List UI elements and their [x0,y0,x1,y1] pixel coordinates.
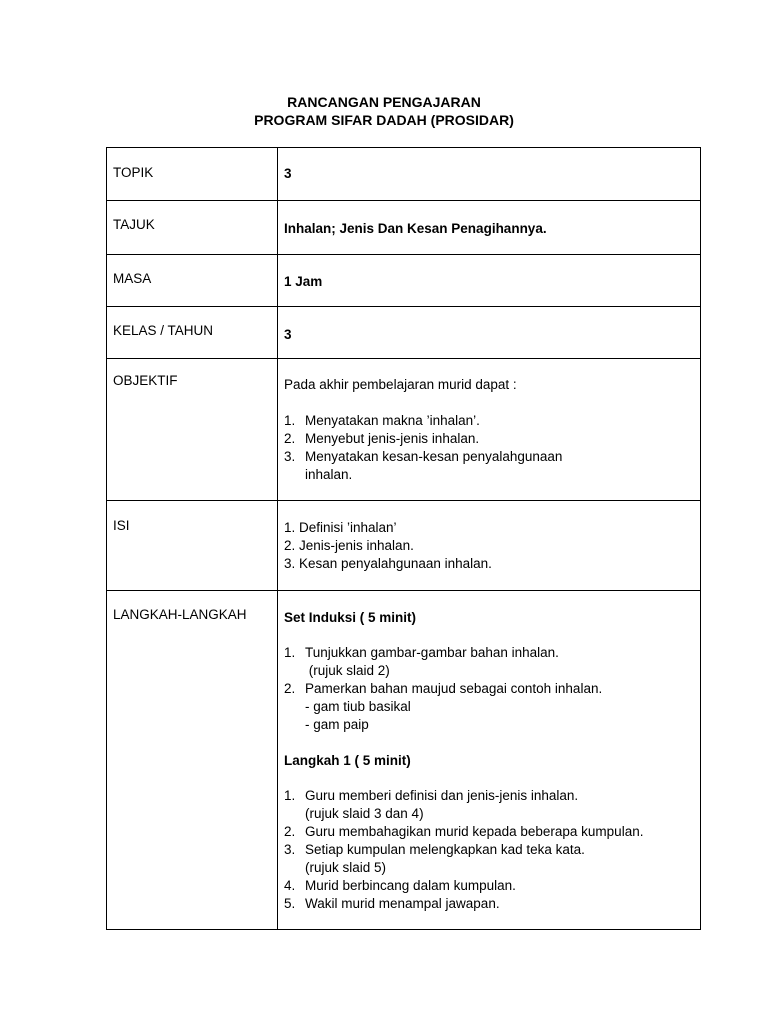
label-langkah-langkah: LANGKAH-LANGKAH [113,607,247,622]
list-item: 2. Menyebut jenis-jenis inhalan. [284,431,480,446]
list-item: 1. Definisi ’inhalan’ [284,520,397,535]
langkah-1-list [284,787,696,913]
column-divider [277,147,278,930]
list-item-continuation: inhalan. [305,467,353,482]
objektif-intro: Pada akhir pembelajaran murid dapat : [284,377,517,392]
list-item-continuation: (rujuk slaid 5) [305,860,387,875]
label-isi: ISI [113,518,130,533]
objektif-list [284,412,694,484]
list-item: 1. Tunjukkan gambar-gambar bahan inhalan. [284,645,559,660]
list-item-continuation: - gam paip [305,717,369,732]
list-item: 3. Setiap kumpulan melengkapkan kad teka kata. [284,842,585,857]
set-induksi-heading: Set Induksi ( 5 minit) [284,610,417,625]
list-item-continuation: (rujuk slaid 3 dan 4) [305,806,424,821]
document-title: RANCANGAN PENGAJARAN [287,94,481,110]
list-item: 2. Guru membahagikan murid kepada beberapa kumpulan. [284,824,644,839]
value-topik: 3 [284,166,292,181]
label-objektif: OBJEKTIF [113,373,178,388]
list-item: 3. Kesan penyalahgunaan inhalan. [284,556,492,571]
label-tajuk: TAJUK [113,217,155,232]
label-masa: MASA [113,271,152,286]
isi-list [284,519,694,573]
list-item: 5. Wakil murid menampal jawapan. [284,896,500,911]
value-tajuk: Inhalan; Jenis Dan Kesan Penagihannya. [284,221,547,236]
table-border-bottom [106,929,701,930]
row-divider [106,590,701,591]
label-kelas-tahun: KELAS / TAHUN [113,323,214,338]
list-item: 2. Pamerkan bahan maujud sebagai contoh inhalan. [284,681,603,696]
value-masa: 1 Jam [284,274,323,289]
list-item-continuation: - gam tiub basikal [305,699,411,714]
list-item: 3. Menyatakan kesan-kesan penyalahgunaan [284,449,563,464]
table-border-left [106,147,107,930]
row-divider [106,500,701,501]
set-induksi-list [284,644,694,734]
row-divider [106,306,701,307]
document-subtitle: PROGRAM SIFAR DADAH (PROSIDAR) [254,112,514,128]
list-item-continuation: (rujuk slaid 2) [305,663,390,678]
table-border-top [106,147,701,148]
label-topik: TOPIK [113,165,154,180]
list-item: 1. Menyatakan makna ’inhalan’. [284,413,480,428]
row-divider [106,200,701,201]
row-divider [106,358,701,359]
list-item: 2. Jenis-jenis inhalan. [284,538,414,553]
langkah-1-heading: Langkah 1 ( 5 minit) [284,753,411,768]
list-item: 1. Guru memberi definisi dan jenis-jenis inhalan. [284,788,579,803]
row-divider [106,254,701,255]
table-border-right [700,147,701,930]
value-kelas-tahun: 3 [284,327,292,342]
list-item: 4. Murid berbincang dalam kumpulan. [284,878,516,893]
